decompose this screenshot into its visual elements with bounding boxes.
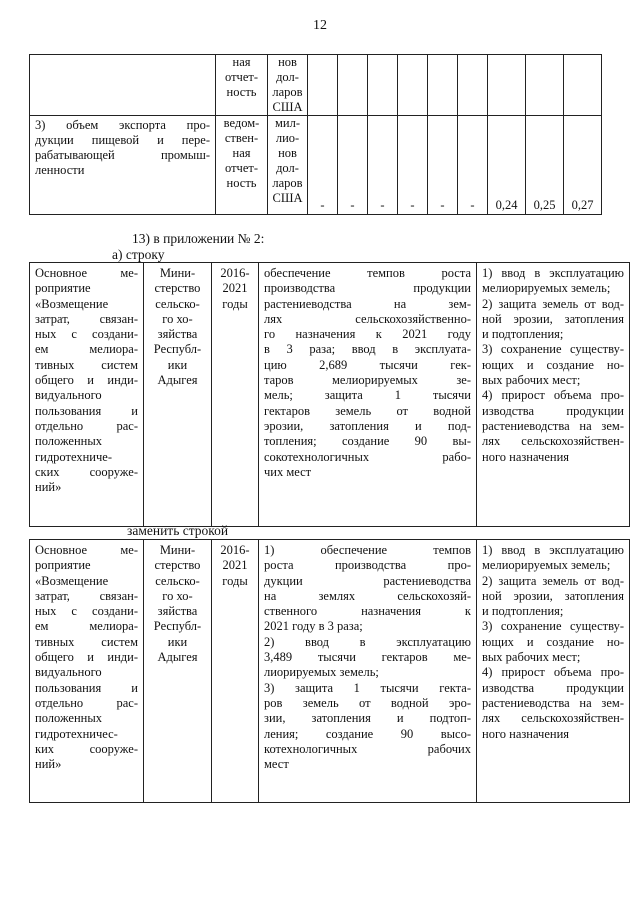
cell-line: 2) ввод в эксплуатацию: [264, 634, 471, 649]
cell-line: ной эрозии, затопления: [482, 311, 624, 326]
cell-line: ров земель от водной эро-: [264, 695, 471, 710]
cell-line: затрат, связан-: [35, 588, 138, 603]
cell-line: мель; защита 1 тысячи: [264, 388, 471, 403]
table-cell: [428, 55, 458, 116]
cell-line: топления; создание 90 вы-: [264, 434, 471, 449]
cell-line: годы: [222, 573, 248, 588]
cell-line: 3) сохранение существу-: [482, 342, 624, 357]
old-row-table: [29, 262, 630, 527]
cell-line: ем мелиора-: [35, 342, 138, 357]
cell-line: 2021: [222, 281, 248, 296]
cell-line: 2016-: [220, 543, 250, 557]
cell-line: Основное ме-: [35, 266, 138, 280]
cell-line: ная: [232, 55, 251, 69]
table-cell: [338, 55, 368, 116]
cell-line: гектаров земель от водной: [264, 403, 471, 418]
cell-line: Адыгея: [157, 650, 198, 665]
cell-line: в 3 раза; ввод в эксплуата-: [264, 342, 471, 357]
indicator-name-cell: [30, 116, 216, 215]
cell-line: затрат, связан-: [35, 311, 138, 326]
cell-line: ний»: [35, 480, 62, 495]
goal-cell: [259, 540, 477, 803]
value-cell: 0,27: [564, 116, 602, 215]
value-cell: -: [398, 116, 428, 215]
cell-line: го назначения к 2021 году: [264, 327, 471, 342]
cell-line: растениеводства на зем-: [482, 418, 624, 433]
cell-line: ных с создани-: [35, 327, 138, 342]
cell-line: 3) объем экспорта про-: [35, 118, 210, 132]
cell-line: чих мест: [264, 464, 312, 479]
cell-line: ких сооруже-: [35, 741, 138, 756]
value-cell: 0,24: [488, 116, 526, 215]
cell-line: Основное ме-: [35, 543, 138, 557]
cell-line: на землях сельскохозяй-: [264, 588, 471, 603]
event-cell: [30, 540, 144, 803]
cell-line: отдельно рас-: [35, 418, 138, 433]
years-cell: [212, 540, 259, 803]
table-cell: [526, 55, 564, 116]
cell-line: ность: [226, 176, 257, 190]
cell-line: стерство: [154, 281, 201, 296]
new-row-table: [29, 539, 630, 803]
indicator-cell: [477, 540, 630, 803]
cell-line: лях сельскохозяйствен-: [482, 711, 624, 726]
cell-line: ная: [232, 146, 251, 160]
table-cell: [564, 55, 602, 116]
cell-line: ющих и создание но-: [482, 634, 624, 649]
cell-line: эрозии, затопления и под-: [264, 418, 471, 433]
cell-line: общего и инди-: [35, 650, 138, 665]
cell-line: сельско-: [155, 573, 200, 588]
cell-line: положенных: [35, 711, 102, 726]
cell-line: зяйства: [157, 327, 198, 342]
cell-line: ствен-: [224, 131, 259, 145]
cell-line: роста производства про-: [264, 558, 471, 573]
row-label: а) строку: [112, 247, 165, 262]
cell-line: ленности: [35, 163, 85, 177]
cell-line: 3,489 тысячи гектаров ме-: [264, 650, 471, 665]
cell-line: и подтопления;: [482, 604, 564, 619]
replace-label: заменить строкой: [127, 523, 229, 538]
cell-line: ления; создание 90 высо-: [264, 726, 471, 741]
cell-line: ем мелиора-: [35, 619, 138, 634]
cell-line: нов: [278, 146, 297, 160]
cell-line: мелиорируемых земель;: [482, 281, 611, 296]
cell-line: Республ-: [153, 342, 202, 357]
cell-line: США: [272, 100, 303, 114]
cell-line: «Возмещение: [35, 573, 109, 588]
cell-line: ских сооруже-: [35, 464, 138, 479]
cell-line: ведом-: [223, 116, 260, 130]
cell-line: Мини-: [159, 543, 196, 557]
organization-cell: [144, 263, 212, 527]
cell-line: таров мелиорируемых зе-: [264, 373, 471, 388]
cell-line: 1) ввод в эксплуатацию: [482, 266, 624, 280]
cell-line: ики: [167, 634, 188, 649]
cell-line: ний»: [35, 757, 62, 772]
cell-line: видуального: [35, 665, 102, 680]
cell-line: положенных: [35, 434, 102, 449]
cell-line: 2021: [222, 558, 248, 573]
table-cell: [268, 55, 308, 116]
cell-line: 1) обеспечение темпов: [264, 543, 471, 557]
table-cell: [308, 55, 338, 116]
cell-line: мил-: [275, 116, 300, 130]
cell-line: ного назначения: [482, 726, 570, 741]
page-number: 12: [313, 18, 327, 33]
years-cell: [212, 263, 259, 527]
value-cell: 0,25: [526, 116, 564, 215]
cell-line: гидротехниче-: [35, 449, 112, 464]
cell-line: 4) прирост объема про-: [482, 665, 624, 680]
cell-line: сокотехнологичных рабо-: [264, 449, 471, 464]
cell-line: вых рабочих мест;: [482, 650, 581, 665]
value-cell: -: [338, 116, 368, 215]
value-cell: -: [458, 116, 488, 215]
cell-line: растениеводства на зем-: [264, 296, 471, 311]
cell-line: дукции пищевой и пере-: [35, 133, 210, 147]
cell-line: ного назначения: [482, 449, 570, 464]
table-cell: [458, 55, 488, 116]
cell-line: изводства продукции: [482, 403, 624, 418]
cell-line: 4) прирост объема про-: [482, 388, 624, 403]
organization-cell: [144, 540, 212, 803]
cell-line: отчет-: [224, 161, 258, 175]
cell-line: США: [272, 191, 303, 205]
cell-line: го хо-: [162, 311, 193, 326]
cell-line: ларов: [272, 176, 303, 190]
cell-line: сельско-: [155, 296, 200, 311]
cell-line: стерство: [154, 558, 201, 573]
cell-line: зии, затопления и подтоп-: [264, 711, 471, 726]
cell-line: Мини-: [159, 266, 196, 280]
cell-line: видуального: [35, 388, 102, 403]
event-cell: [30, 263, 144, 527]
indicators-table-continuation: [29, 54, 602, 215]
cell-line: дол-: [276, 161, 299, 175]
cell-line: гидротехничес-: [35, 726, 118, 741]
value-cell: -: [308, 116, 338, 215]
cell-line: тивных систем: [35, 634, 138, 649]
source-cell: [216, 116, 268, 215]
cell-line: и подтопления;: [482, 327, 564, 342]
indicator-cell: [477, 263, 630, 527]
cell-line: цию 2,689 тысячи гек-: [264, 357, 471, 372]
cell-line: 1) ввод в эксплуатацию: [482, 543, 624, 557]
cell-line: пользования и: [35, 680, 138, 695]
cell-line: лио-: [275, 131, 300, 145]
table-cell: [216, 55, 268, 116]
cell-line: Адыгея: [157, 373, 198, 388]
cell-line: вых рабочих мест;: [482, 373, 581, 388]
cell-line: растениеводства на зем-: [482, 695, 624, 710]
cell-line: лиорируемых земель;: [264, 665, 379, 680]
cell-line: ики: [167, 357, 188, 372]
goal-cell: [259, 263, 477, 527]
cell-line: ющих и создание но-: [482, 357, 624, 372]
appendix-instruction: 13) в приложении № 2:: [132, 231, 265, 246]
cell-line: дол-: [276, 70, 299, 84]
cell-line: пользования и: [35, 403, 138, 418]
cell-line: ной эрозии, затопления: [482, 588, 624, 603]
cell-line: роприятие: [35, 558, 91, 573]
cell-line: общего и инди-: [35, 373, 138, 388]
cell-line: 3) защита 1 тысячи гекта-: [264, 680, 471, 695]
cell-line: дукции растениеводства: [264, 573, 471, 588]
unit-cell: [268, 116, 308, 215]
cell-line: 2021 году в 3 раза;: [264, 619, 363, 634]
table-cell: [398, 55, 428, 116]
cell-line: ларов: [272, 85, 303, 99]
cell-line: изводства продукции: [482, 680, 624, 695]
cell-line: мест: [264, 757, 289, 772]
cell-line: ность: [226, 85, 257, 99]
cell-line: роприятие: [35, 281, 91, 296]
cell-line: ных с создани-: [35, 604, 138, 619]
cell-line: котехнологичных рабочих: [264, 741, 471, 756]
cell-line: го хо-: [162, 588, 193, 603]
cell-line: зяйства: [157, 604, 198, 619]
cell-line: производства продукции: [264, 281, 471, 296]
table-row: [30, 263, 630, 527]
table-cell: [488, 55, 526, 116]
value-cell: -: [368, 116, 398, 215]
table-row: [30, 540, 630, 803]
cell-line: нов: [278, 55, 297, 69]
cell-line: отдельно рас-: [35, 695, 138, 710]
cell-line: ственного назначения к: [264, 604, 471, 619]
cell-line: лях сельскохозяйствен-: [482, 434, 624, 449]
cell-line: 2) защита земель от вод-: [482, 296, 624, 311]
cell-line: 3) сохранение существу-: [482, 619, 624, 634]
value-cell: -: [428, 116, 458, 215]
cell-line: лях сельскохозяйственно-: [264, 311, 471, 326]
cell-line: годы: [222, 296, 248, 311]
cell-line: мелиорируемых земель;: [482, 558, 611, 573]
table-row: [30, 55, 602, 116]
cell-line: тивных систем: [35, 357, 138, 372]
cell-line: отчет-: [224, 70, 258, 84]
cell-line: Республ-: [153, 619, 202, 634]
cell-line: обеспечение темпов роста: [264, 266, 471, 280]
cell-line: рабатывающей промыш-: [35, 148, 210, 162]
cell-line: 2016-: [220, 266, 250, 280]
cell-line: «Возмещение: [35, 296, 109, 311]
table-cell: [368, 55, 398, 116]
cell-line: 2) защита земель от вод-: [482, 573, 624, 588]
table-cell: [30, 55, 216, 116]
table-row: [30, 116, 602, 215]
